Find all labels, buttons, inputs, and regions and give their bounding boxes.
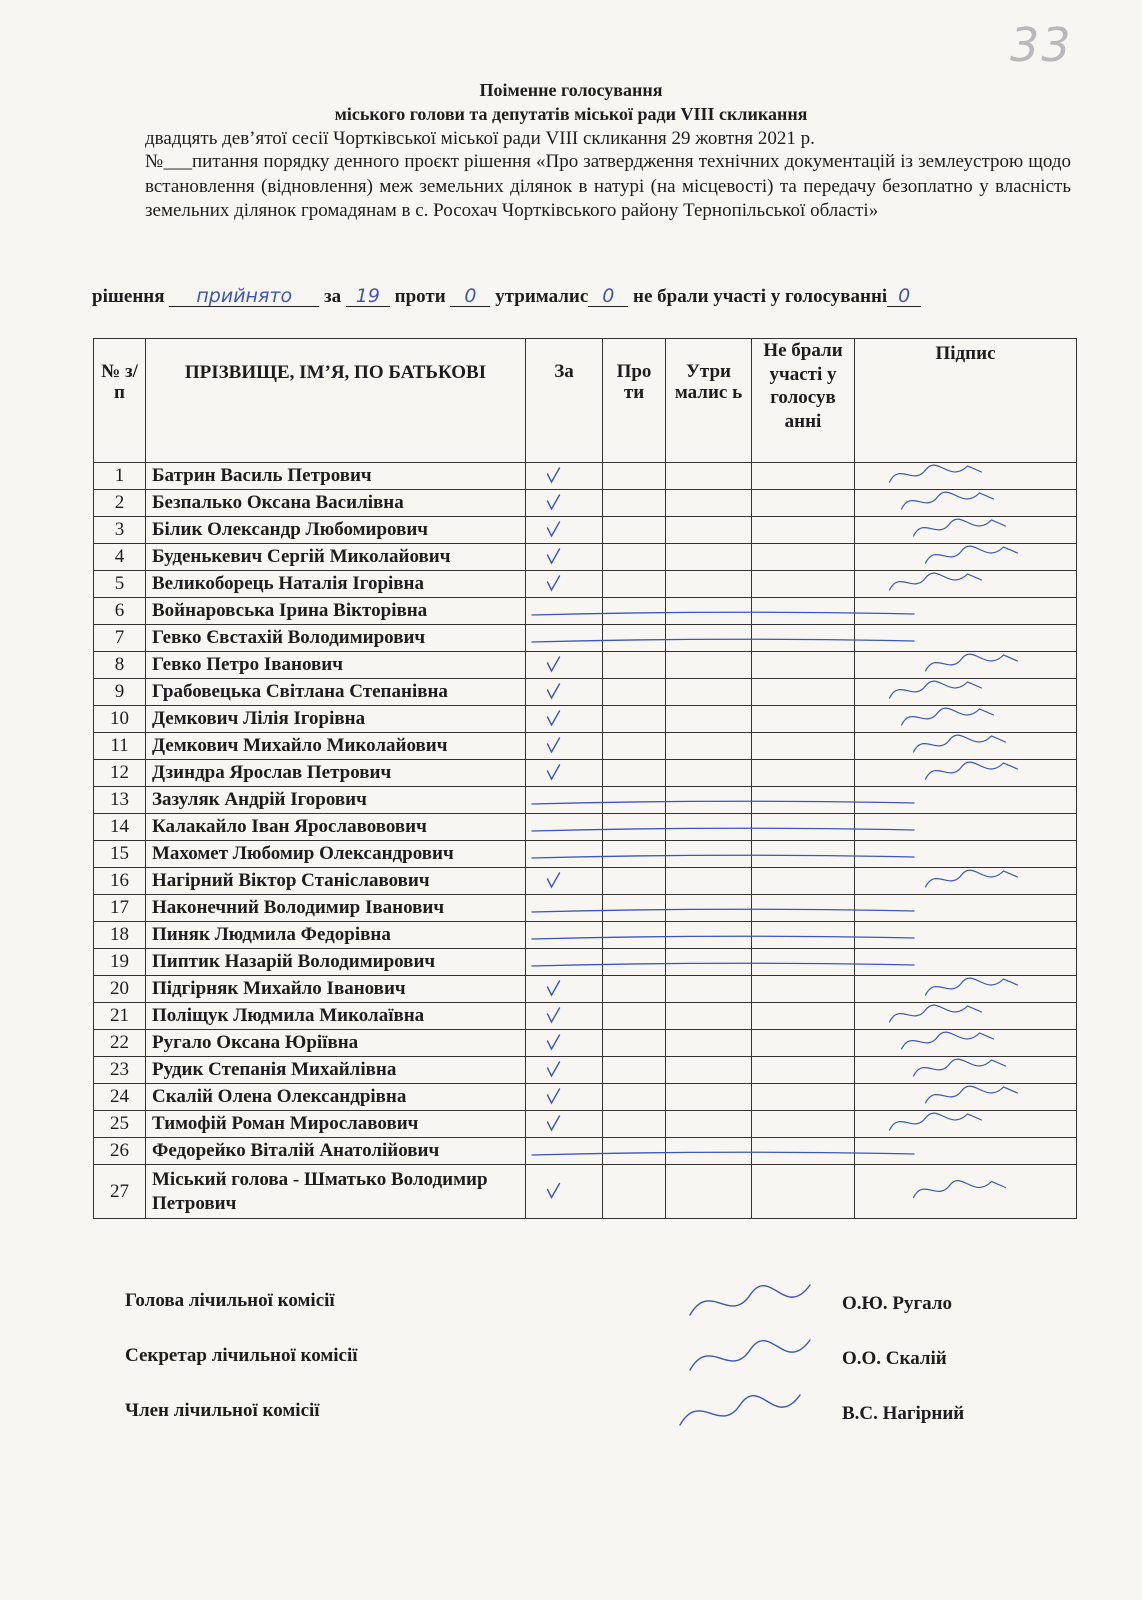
against-count: 0 bbox=[450, 286, 490, 307]
table-row bbox=[94, 598, 1077, 625]
vote-abstained-cell bbox=[666, 679, 752, 706]
row-number: 19 bbox=[94, 949, 146, 976]
row-number: 15 bbox=[94, 841, 146, 868]
vote-not-voted-cell bbox=[752, 517, 855, 544]
table-row bbox=[94, 490, 1077, 517]
row-number: 18 bbox=[94, 922, 146, 949]
row-number: 26 bbox=[94, 1138, 146, 1165]
vote-against-cell bbox=[603, 544, 666, 571]
document-subtitle: міського голови та депутатів міської ради VIII скликання bbox=[334, 104, 808, 124]
vote-abstained-cell bbox=[666, 760, 752, 787]
vote-not-voted-cell bbox=[752, 976, 855, 1003]
table-row bbox=[94, 787, 1077, 814]
vote-for-cell bbox=[526, 517, 603, 544]
vote-not-voted-cell bbox=[752, 733, 855, 760]
row-number: 17 bbox=[94, 895, 146, 922]
vote-against-cell bbox=[603, 490, 666, 517]
vote-against-cell bbox=[603, 949, 666, 976]
header-fullname: ПРІЗВИЩЕ, ІМ’Я, ПО БАТЬКОВІ bbox=[146, 339, 526, 463]
vote-for-cell bbox=[526, 1057, 603, 1084]
row-fullname: Міський голова - Шматько Володимир Петрович bbox=[146, 1165, 526, 1219]
vote-not-voted-cell bbox=[752, 490, 855, 517]
vote-abstained-cell bbox=[666, 490, 752, 517]
vote-against-cell bbox=[603, 760, 666, 787]
commission-signature bbox=[690, 1340, 810, 1370]
table-row bbox=[94, 706, 1077, 733]
row-number: 16 bbox=[94, 868, 146, 895]
vote-abstained-cell bbox=[666, 544, 752, 571]
vote-for-cell bbox=[526, 868, 603, 895]
vote-not-voted-cell bbox=[752, 868, 855, 895]
vote-against-cell bbox=[603, 1138, 666, 1165]
table-row bbox=[94, 949, 1077, 976]
header-signature: Підпис bbox=[855, 339, 1077, 463]
table-row bbox=[94, 463, 1077, 490]
signature-cell bbox=[855, 949, 1077, 976]
signature-cell bbox=[855, 814, 1077, 841]
vote-not-voted-cell bbox=[752, 814, 855, 841]
vote-for-cell bbox=[526, 1003, 603, 1030]
header-number: № з/п bbox=[94, 339, 146, 463]
table-row bbox=[94, 625, 1077, 652]
commission-secretary-name: О.О. Скалій bbox=[842, 1348, 947, 1369]
row-fullname: Дзиндра Ярослав Петрович bbox=[146, 760, 526, 787]
signature-cell bbox=[855, 760, 1077, 787]
table-row bbox=[94, 517, 1077, 544]
vote-abstained-cell bbox=[666, 598, 752, 625]
vote-abstained-cell bbox=[666, 1057, 752, 1084]
vote-not-voted-cell bbox=[752, 1084, 855, 1111]
row-fullname: Великоборець Наталія Ігорівна bbox=[146, 571, 526, 598]
vote-for-cell bbox=[526, 976, 603, 1003]
vote-against-cell bbox=[603, 1165, 666, 1219]
header-not-voted: Не брали участі у голосув анні bbox=[752, 339, 855, 463]
signature-cell bbox=[855, 679, 1077, 706]
vote-against-cell bbox=[603, 598, 666, 625]
table-row bbox=[94, 814, 1077, 841]
vote-not-voted-cell bbox=[752, 1030, 855, 1057]
commission-chair-name: О.Ю. Ругало bbox=[842, 1293, 952, 1314]
vote-not-voted-cell bbox=[752, 544, 855, 571]
vote-against-cell bbox=[603, 652, 666, 679]
vote-for-cell bbox=[526, 1111, 603, 1138]
vote-abstained-cell bbox=[666, 706, 752, 733]
commission-signature bbox=[690, 1285, 810, 1315]
not-voted-count: 0 bbox=[887, 286, 921, 307]
row-fullname: Буденькевич Сергій Миколайович bbox=[146, 544, 526, 571]
vote-against-cell bbox=[603, 1111, 666, 1138]
row-fullname: Гевко Євстахій Володимирович bbox=[146, 625, 526, 652]
table-row bbox=[94, 868, 1077, 895]
signature-cell bbox=[855, 598, 1077, 625]
vote-not-voted-cell bbox=[752, 1057, 855, 1084]
signature-cell bbox=[855, 1030, 1077, 1057]
abstained-count: 0 bbox=[588, 286, 628, 307]
row-fullname: Войнаровська Ірина Вікторівна bbox=[146, 598, 526, 625]
vote-abstained-cell bbox=[666, 814, 752, 841]
vote-against-cell bbox=[603, 463, 666, 490]
signature-cell bbox=[855, 1138, 1077, 1165]
row-fullname: Махомет Любомир Олександрович bbox=[146, 841, 526, 868]
commission-member-role: Член лічильної комісії bbox=[125, 1400, 320, 1421]
vote-against-cell bbox=[603, 1003, 666, 1030]
signature-cell bbox=[855, 841, 1077, 868]
vote-not-voted-cell bbox=[752, 1165, 855, 1219]
signature-cell bbox=[855, 1003, 1077, 1030]
vote-against-cell bbox=[603, 976, 666, 1003]
vote-not-voted-cell bbox=[752, 571, 855, 598]
row-fullname: Поліщук Людмила Миколаївна bbox=[146, 1003, 526, 1030]
vote-not-voted-cell bbox=[752, 760, 855, 787]
row-number: 22 bbox=[94, 1030, 146, 1057]
vote-not-voted-cell bbox=[752, 1138, 855, 1165]
signature-cell bbox=[855, 490, 1077, 517]
signature-cell bbox=[855, 625, 1077, 652]
row-fullname: Рудик Степанія Михайлівна bbox=[146, 1057, 526, 1084]
vote-for-cell bbox=[526, 787, 603, 814]
vote-abstained-cell bbox=[666, 1084, 752, 1111]
vote-not-voted-cell bbox=[752, 841, 855, 868]
vote-abstained-cell bbox=[666, 625, 752, 652]
row-number: 2 bbox=[94, 490, 146, 517]
decision-value: прийнято bbox=[169, 286, 319, 307]
signature-cell bbox=[855, 1165, 1077, 1219]
row-fullname: Підгірняк Михайло Іванович bbox=[146, 976, 526, 1003]
signature-cell bbox=[855, 1111, 1077, 1138]
vote-not-voted-cell bbox=[752, 1003, 855, 1030]
vote-not-voted-cell bbox=[752, 922, 855, 949]
vote-abstained-cell bbox=[666, 868, 752, 895]
table-row bbox=[94, 571, 1077, 598]
row-fullname: Демкович Лілія Ігорівна bbox=[146, 706, 526, 733]
commission-chair-role: Голова лічильної комісії bbox=[125, 1290, 335, 1311]
vote-not-voted-cell bbox=[752, 463, 855, 490]
vote-for-cell bbox=[526, 760, 603, 787]
vote-abstained-cell bbox=[666, 922, 752, 949]
vote-for-cell bbox=[526, 706, 603, 733]
table-row bbox=[94, 1084, 1077, 1111]
header-for: За bbox=[526, 339, 603, 463]
row-fullname: Пиптик Назарій Володимирович bbox=[146, 949, 526, 976]
row-number: 12 bbox=[94, 760, 146, 787]
row-number: 1 bbox=[94, 463, 146, 490]
row-number: 8 bbox=[94, 652, 146, 679]
table-row bbox=[94, 1165, 1077, 1219]
vote-for-cell bbox=[526, 463, 603, 490]
vote-for-cell bbox=[526, 1084, 603, 1111]
vote-against-cell bbox=[603, 733, 666, 760]
row-fullname: Скалій Олена Олександрівна bbox=[146, 1084, 526, 1111]
table-row bbox=[94, 1003, 1077, 1030]
vote-not-voted-cell bbox=[752, 598, 855, 625]
vote-abstained-cell bbox=[666, 976, 752, 1003]
row-fullname: Калакайло Іван Ярославовович bbox=[146, 814, 526, 841]
against-label: проти bbox=[394, 286, 446, 307]
vote-for-cell bbox=[526, 814, 603, 841]
vote-for-cell bbox=[526, 895, 603, 922]
vote-not-voted-cell bbox=[752, 625, 855, 652]
signature-cell bbox=[855, 652, 1077, 679]
vote-for-cell bbox=[526, 1138, 603, 1165]
signature-cell bbox=[855, 463, 1077, 490]
row-number: 23 bbox=[94, 1057, 146, 1084]
vote-against-cell bbox=[603, 895, 666, 922]
table-row bbox=[94, 544, 1077, 571]
commission-member-name: В.С. Нагірний bbox=[842, 1403, 965, 1424]
roll-call-table bbox=[93, 338, 1077, 1219]
row-fullname: Федорейко Віталій Анатолійович bbox=[146, 1138, 526, 1165]
commission-secretary-role: Секретар лічильної комісії bbox=[125, 1345, 358, 1366]
table-row bbox=[94, 1111, 1077, 1138]
header-abstained: Утри малис ь bbox=[666, 339, 752, 463]
vote-abstained-cell bbox=[666, 949, 752, 976]
for-label: за bbox=[324, 286, 342, 307]
signature-cell bbox=[855, 1057, 1077, 1084]
row-number: 24 bbox=[94, 1084, 146, 1111]
row-fullname: Нагірний Віктор Станіславович bbox=[146, 868, 526, 895]
not-voted-label: не брали участі у голосуванні bbox=[633, 286, 888, 307]
row-fullname: Зазуляк Андрій Ігорович bbox=[146, 787, 526, 814]
vote-against-cell bbox=[603, 868, 666, 895]
vote-against-cell bbox=[603, 787, 666, 814]
table-row bbox=[94, 922, 1077, 949]
row-number: 21 bbox=[94, 1003, 146, 1030]
signature-cell bbox=[855, 922, 1077, 949]
table-row bbox=[94, 1030, 1077, 1057]
vote-for-cell bbox=[526, 490, 603, 517]
vote-not-voted-cell bbox=[752, 706, 855, 733]
session-line: двадцять дев’ятої сесії Чортківської міської ради VIII скликання 29 жовтня 2021 р. bbox=[145, 128, 815, 149]
signature-cell bbox=[855, 733, 1077, 760]
abstained-label: утрималис bbox=[495, 286, 589, 307]
agenda-question: №___питання порядку денного проєкт рішення «Про затвердження технічних документацій із землеустрою щодо встановлення (відновлення) меж земельних ділянок в натурі (на місцевості) та передачу безоплатно у власність земельних ділянок громадянам в с. Росохач Чортківського району Тернопільської області» bbox=[145, 151, 1071, 221]
vote-abstained-cell bbox=[666, 1003, 752, 1030]
vote-against-cell bbox=[603, 679, 666, 706]
vote-abstained-cell bbox=[666, 733, 752, 760]
vote-for-cell bbox=[526, 1165, 603, 1219]
vote-abstained-cell bbox=[666, 1165, 752, 1219]
vote-abstained-cell bbox=[666, 787, 752, 814]
table-row bbox=[94, 976, 1077, 1003]
vote-against-cell bbox=[603, 922, 666, 949]
table-row bbox=[94, 733, 1077, 760]
table-row bbox=[94, 1057, 1077, 1084]
row-fullname: Тимофій Роман Мирославович bbox=[146, 1111, 526, 1138]
vote-not-voted-cell bbox=[752, 1111, 855, 1138]
table-row bbox=[94, 679, 1077, 706]
row-number: 6 bbox=[94, 598, 146, 625]
page-number: 33 bbox=[1010, 18, 1073, 72]
vote-not-voted-cell bbox=[752, 895, 855, 922]
vote-for-cell bbox=[526, 544, 603, 571]
vote-for-cell bbox=[526, 1030, 603, 1057]
row-fullname: Гевко Петро Іванович bbox=[146, 652, 526, 679]
vote-for-cell bbox=[526, 652, 603, 679]
vote-abstained-cell bbox=[666, 1138, 752, 1165]
signature-cell bbox=[855, 1084, 1077, 1111]
vote-abstained-cell bbox=[666, 1111, 752, 1138]
for-count: 19 bbox=[346, 286, 390, 307]
row-number: 13 bbox=[94, 787, 146, 814]
vote-for-cell bbox=[526, 922, 603, 949]
decision-label: рішення bbox=[92, 286, 165, 307]
document-title: Поіменне голосування bbox=[479, 80, 663, 100]
vote-abstained-cell bbox=[666, 517, 752, 544]
table-row bbox=[94, 895, 1077, 922]
row-number: 11 bbox=[94, 733, 146, 760]
vote-not-voted-cell bbox=[752, 949, 855, 976]
vote-against-cell bbox=[603, 1030, 666, 1057]
vote-abstained-cell bbox=[666, 571, 752, 598]
signature-cell bbox=[855, 868, 1077, 895]
signature-cell bbox=[855, 544, 1077, 571]
row-number: 27 bbox=[94, 1165, 146, 1219]
vote-for-cell bbox=[526, 679, 603, 706]
table-row bbox=[94, 652, 1077, 679]
header-against: Про ти bbox=[603, 339, 666, 463]
row-number: 7 bbox=[94, 625, 146, 652]
signature-cell bbox=[855, 976, 1077, 1003]
vote-for-cell bbox=[526, 571, 603, 598]
row-fullname: Демкович Михайло Миколайович bbox=[146, 733, 526, 760]
vote-not-voted-cell bbox=[752, 787, 855, 814]
signature-cell bbox=[855, 517, 1077, 544]
vote-against-cell bbox=[603, 706, 666, 733]
commission-signature bbox=[680, 1395, 800, 1425]
voting-result-line bbox=[92, 286, 1072, 308]
signature-cell bbox=[855, 895, 1077, 922]
table-row bbox=[94, 760, 1077, 787]
vote-for-cell bbox=[526, 841, 603, 868]
row-fullname: Грабовецька Світлана Степанівна bbox=[146, 679, 526, 706]
row-number: 10 bbox=[94, 706, 146, 733]
vote-abstained-cell bbox=[666, 463, 752, 490]
table-row bbox=[94, 1138, 1077, 1165]
vote-not-voted-cell bbox=[752, 652, 855, 679]
vote-for-cell bbox=[526, 949, 603, 976]
row-fullname: Батрин Василь Петрович bbox=[146, 463, 526, 490]
vote-not-voted-cell bbox=[752, 679, 855, 706]
vote-against-cell bbox=[603, 814, 666, 841]
table-row bbox=[94, 841, 1077, 868]
row-number: 9 bbox=[94, 679, 146, 706]
vote-against-cell bbox=[603, 1084, 666, 1111]
table-header-row bbox=[94, 339, 1077, 463]
vote-for-cell bbox=[526, 625, 603, 652]
row-number: 14 bbox=[94, 814, 146, 841]
row-number: 20 bbox=[94, 976, 146, 1003]
signature-cell bbox=[855, 571, 1077, 598]
vote-against-cell bbox=[603, 571, 666, 598]
vote-against-cell bbox=[603, 1057, 666, 1084]
row-fullname: Наконечний Володимир Іванович bbox=[146, 895, 526, 922]
row-fullname: Ругало Оксана Юріївна bbox=[146, 1030, 526, 1057]
vote-for-cell bbox=[526, 733, 603, 760]
vote-against-cell bbox=[603, 517, 666, 544]
row-fullname: Пиняк Людмила Федорівна bbox=[146, 922, 526, 949]
row-number: 3 bbox=[94, 517, 146, 544]
row-fullname: Безпалько Оксана Василівна bbox=[146, 490, 526, 517]
vote-abstained-cell bbox=[666, 841, 752, 868]
row-fullname: Білик Олександр Любомирович bbox=[146, 517, 526, 544]
vote-abstained-cell bbox=[666, 1030, 752, 1057]
vote-abstained-cell bbox=[666, 895, 752, 922]
signature-cell bbox=[855, 787, 1077, 814]
signature-cell bbox=[855, 706, 1077, 733]
row-number: 25 bbox=[94, 1111, 146, 1138]
vote-for-cell bbox=[526, 598, 603, 625]
row-number: 5 bbox=[94, 571, 146, 598]
vote-abstained-cell bbox=[666, 652, 752, 679]
vote-against-cell bbox=[603, 625, 666, 652]
row-number: 4 bbox=[94, 544, 146, 571]
vote-against-cell bbox=[603, 841, 666, 868]
